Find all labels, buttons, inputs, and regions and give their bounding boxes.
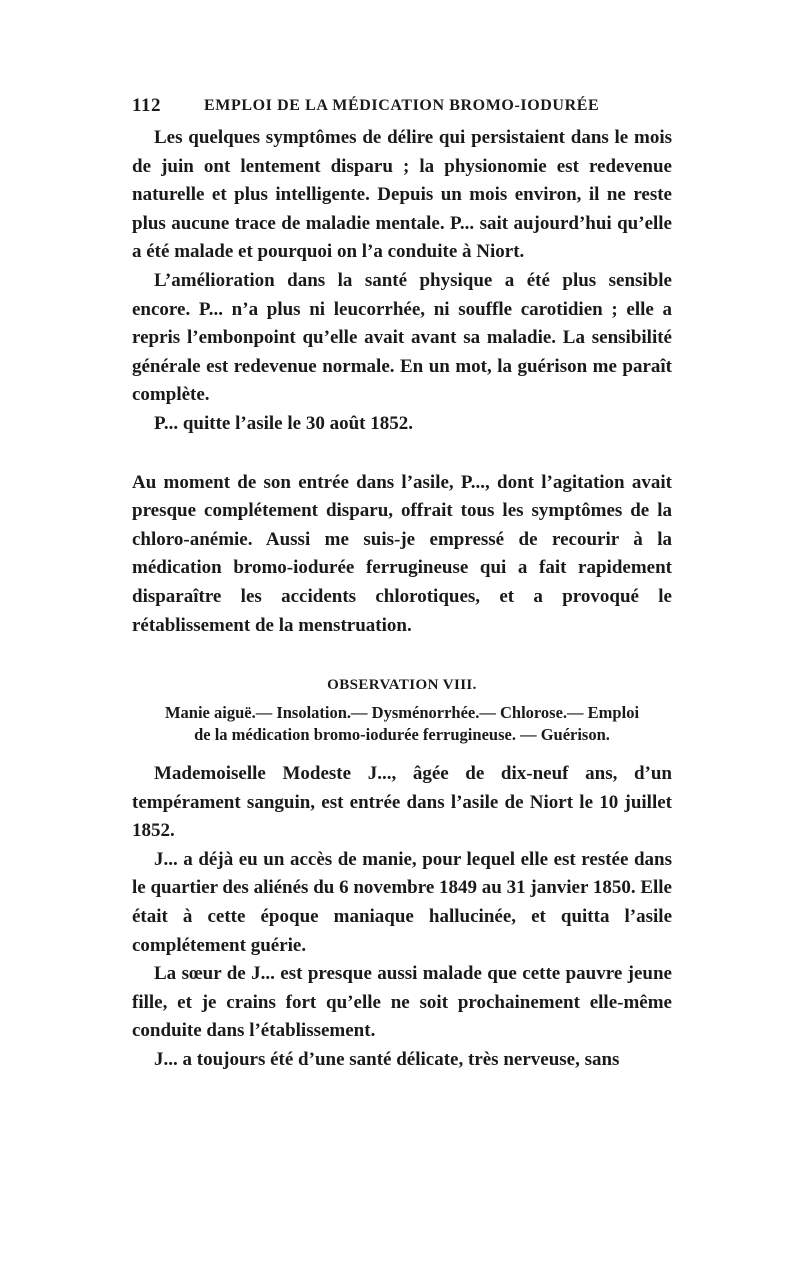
paragraph: P... quitte l’asile le 30 août 1852. (154, 412, 413, 434)
spacer (132, 640, 672, 670)
running-head: EMPLOI DE LA MÉDICATION BROMO-IODURÉE (204, 97, 600, 114)
page-number: 112 (132, 95, 161, 116)
spacer (132, 439, 672, 469)
page-header (132, 95, 672, 121)
paragraph: J... a déjà eu un accès de manie, pour lequel elle est restée dans le quartier des aliénés du 6 novembre 1849 au 31 janvier 1850. Elle était à cette époque maniaque hallucinée, et quitta l’asile complétement guérie. (132, 848, 672, 956)
paragraph: J... a toujours été d’une santé délicate, très nerveuse, sans (154, 1049, 620, 1071)
paragraph: Mademoiselle Modeste J..., âgée de dix-neuf ans, d’un tempérament sanguin, est entrée dans l’asile de Niort le 10 juillet 1852. (132, 763, 672, 842)
observation-subtitle (132, 702, 672, 746)
observation-subtitle-line: de la médication bromo-iodurée ferrugineuse. — Guérison. (194, 725, 610, 745)
remark-paragraph: Au moment de son entrée dans l’asile, P..., dont l’agitation avait presque complétement disparu, offrait tous les symptômes de la chloro-anémie. Aussi me suis-je empressé de recourir à la médication bromo-iodurée ferrugineuse qui a fait rapidement disparaître les accidents chlorotiques, et a provoqué le rétablissement de la menstruation. (132, 471, 672, 636)
observation-subtitle-line: Manie aiguë.— Insolation.— Dysménorrhée.— Chlorose.— Emploi (164, 703, 640, 723)
paragraph: La sœur de J... est presque aussi malade que cette pauvre jeune fille, et je crains fort qu’elle ne soit prochainement elle-même conduite dans l’établissement. (132, 963, 672, 1042)
observation-title: OBSERVATION VIII. (327, 677, 477, 694)
paragraph: L’amélioration dans la santé physique a été plus sensible encore. P... n’a plus ni leucorrhée, ni souffle carotidien ; elle a repris l’embonpoint qu’elle avait avant sa maladie. La sensibilité générale est redevenue normale. En un mot, la guérison me paraît complète. (132, 269, 672, 406)
page-body (132, 124, 672, 1075)
paragraph: Les quelques symptômes de délire qui persistaient dans le mois de juin ont lentement disparu ; la physionomie est redevenue naturelle et plus intelligente. Depuis un mois environ, il ne reste plus aucune trace de maladie mentale. P... sait aujourd’hui qu’elle a été malade et pourquoi on l’a conduite à Niort. (132, 127, 672, 263)
